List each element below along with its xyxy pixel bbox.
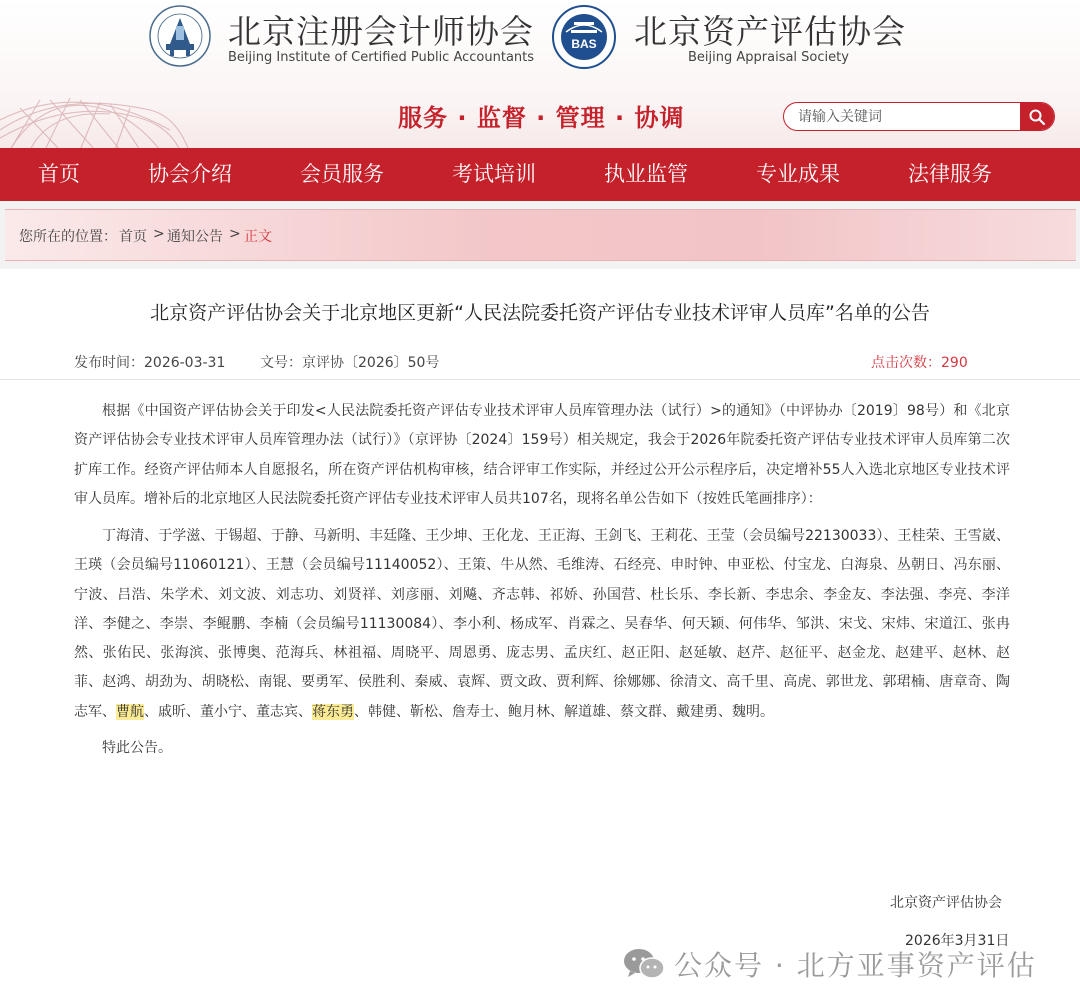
nav-member-services[interactable]: 会员服务 <box>300 162 384 186</box>
document-number: 文号：京评协〔2026〕50号 <box>260 355 440 371</box>
nav-home[interactable]: 首页 <box>38 162 80 186</box>
bird-nest-decoration <box>0 70 190 148</box>
breadcrumb-current: 正文 <box>244 229 272 245</box>
highlighted-name: 蒋东勇 <box>312 703 354 720</box>
breadcrumb-bar <box>0 201 1080 269</box>
signature-org: 北京资产评估协会 <box>890 895 1002 911</box>
nav-about[interactable]: 协会介绍 <box>148 162 232 186</box>
nav-exam-training[interactable]: 考试培训 <box>452 162 536 186</box>
slogan: 服务 · 监督 · 管理 · 协调 <box>398 104 685 132</box>
divider <box>0 379 1080 380</box>
breadcrumb-separator: > <box>153 226 165 242</box>
hit-count: 点击次数：290 <box>871 355 968 371</box>
article-title: 北京资产评估协会关于北京地区更新“人民法院委托资产评估专业技术评审人员库”名单的公告 <box>150 302 930 324</box>
highlighted-name: 曹航 <box>116 703 144 720</box>
search-button[interactable] <box>1020 103 1054 130</box>
name-list-part: 、戚昕、董小宁、董志宾、 <box>144 703 312 720</box>
breadcrumb-home[interactable]: 首页 <box>119 229 147 245</box>
main-nav <box>0 148 1080 201</box>
bas-logo-text: BAS <box>571 37 597 51</box>
wechat-watermark <box>622 944 1037 984</box>
search-icon <box>1028 108 1046 126</box>
article-paragraph-names <box>74 522 1010 727</box>
breadcrumb-prefix: 您所在的位置： <box>19 229 117 245</box>
breadcrumb-section[interactable]: 通知公告 <box>167 229 223 245</box>
bas-logo-icon <box>551 4 617 70</box>
signature-date: 2026年3月31日 <box>905 933 1010 949</box>
name-list-part: 、韩健、靳松、詹寿士、鲍月林、解道雄、蔡文群、戴建勇、魏明。 <box>354 703 774 720</box>
org2-english-name: Beijing Appraisal Society <box>688 50 849 65</box>
name-list-part: 丁海清、于学滋、于锡超、于静、马新明、丰廷隆、王少坤、王化龙、王正海、王剑飞、王莉花、王莹（会员编号22130033）、王桂荣、王雪崴、王瑛（会员编号11060121）、王慧（会员编号11140052）、王策、牛从然、毛维涛、石经亮、申时钟、申亚松、付宝龙、白海泉、丛朝日、冯东丽、宁波、吕浩、朱学术、刘文波、刘志功、刘贤祥、刘彦丽、刘飚、齐志韩、祁娇、孙国营、杜长乐、李长新、李忠余、李金友、李法强、李亮、李洋洋、李健之、李崇、李鲲鹏、李楠（会员编号11130084）、李小利、杨成军、肖霖之、吴春华、何天颖、何伟华、邹洪、宋戈、宋炜、宋道江、张冉然、张佑民、张海滨、张博奥、范海兵、林祖福、周晓平、周恩勇、庞志男、孟庆红、赵正阳、赵延敏、赵芹、赵征平、赵金龙、赵建平、赵林、赵菲、赵鸿、胡劲为、胡晓松、南锟、要勇军、侯胜利、秦威、袁辉、贾文政、贾利辉、徐娜娜、徐清文、高千里、高虎、郭世龙、郭珺楠、唐章奇、陶志军、 <box>74 528 1010 720</box>
search-input[interactable] <box>784 103 1022 130</box>
nav-professional-results[interactable]: 专业成果 <box>756 162 840 186</box>
site-header <box>0 0 1080 148</box>
breadcrumb-separator: > <box>229 226 241 242</box>
nav-legal-services[interactable]: 法律服务 <box>908 162 992 186</box>
wechat-icon <box>622 946 666 982</box>
search-box <box>783 102 1055 131</box>
publish-time: 发布时间：2026-03-31 <box>74 355 226 371</box>
breadcrumb <box>5 209 1076 261</box>
nav-practice-supervision[interactable]: 执业监管 <box>604 162 688 186</box>
org1-english-name: Beijing Institute of Certified Public Accountants <box>228 50 535 65</box>
article-closing: 特此公告。 <box>102 740 172 756</box>
bicpa-logo-icon <box>148 4 212 68</box>
article-paragraph-intro: 根据《中国资产评估协会关于印发<人民法院委托资产评估专业技术评审人员库管理办法（试行）>的通知》（中评协办〔2019〕98号）和《北京资产评估协会专业技术评审人员库管理办法（试行）》（京评协〔2024〕159号）相关规定，我会于2026年院委托资产评估专业技术评审人员库第二次扩库工作。经资产评估师本人自愿报名，所在资产评估机构审核，结合评审工作实际，并经过公开公示程序后，决定增补55人入选北京地区专业技术评审人员库。增补后的北京地区人民法院委托资产评估专业技术评审人员共107名，现将名单公告如下（按姓氏笔画排序）： <box>74 403 1010 507</box>
watermark-text: 公众号 · 北方亚事资产评估 <box>674 949 1037 982</box>
org1-name: 北京注册会计师协会 <box>228 12 534 51</box>
org2-name: 北京资产评估协会 <box>634 12 906 51</box>
